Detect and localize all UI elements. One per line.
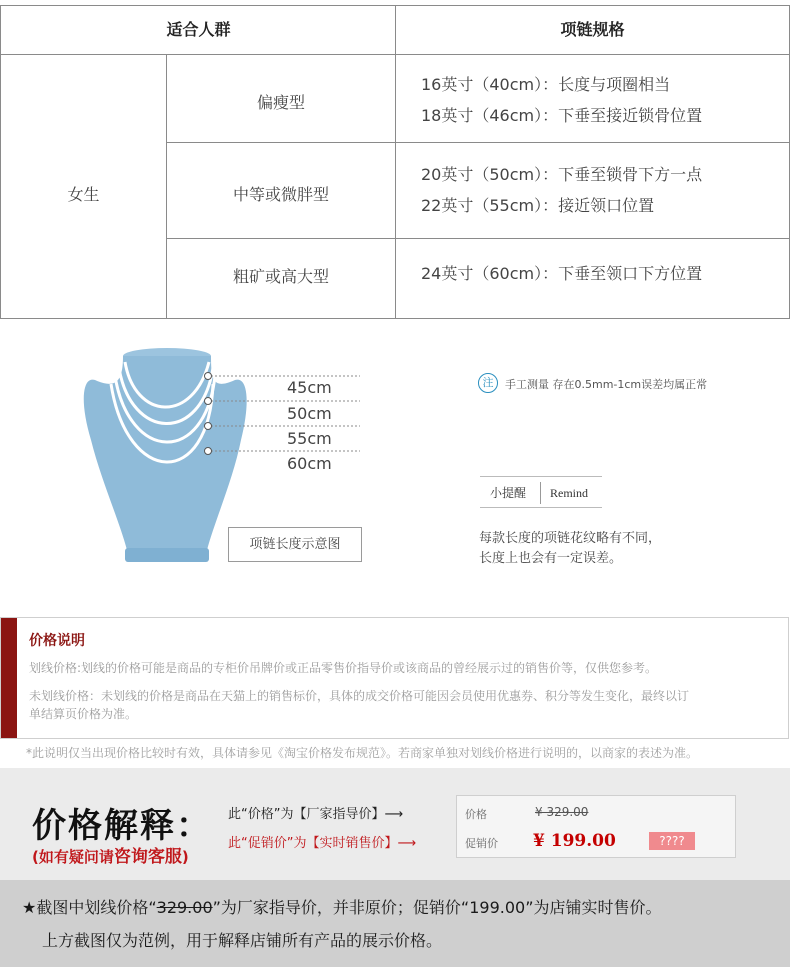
- remind-text: 每款长度的项链花纹略有不同，: [479, 531, 662, 546]
- spec-cell: [421, 258, 702, 289]
- promo-badge: ????: [649, 832, 695, 850]
- struck-price: 329.00: [156, 898, 213, 917]
- price-note-paragraph: 划线价格:划线的价格可能是商品的专柜价吊牌价或正品零售价指导价或该商品的曾经展示过的销售价等，仅供您参考。: [29, 661, 658, 675]
- diagram-caption: 项链长度示意图: [228, 527, 362, 562]
- remind-header: [480, 476, 602, 508]
- length-label: 55cm: [287, 429, 332, 448]
- table-divider: [395, 6, 396, 318]
- body-type: 粗矿或高大型: [232, 267, 329, 286]
- length-label: 60cm: [287, 454, 332, 473]
- note-text: 手工测量 存在0.5mm-1cm误差均属正常: [505, 378, 708, 391]
- body-type: 偏瘦型: [256, 93, 305, 112]
- spec-line: 20英寸（50cm）：下垂至锁骨下方一点: [421, 165, 703, 184]
- spec-line: 16英寸（40cm）：长度与项圈相当: [421, 75, 671, 94]
- price-footnote: *此说明仅当出现价格比较时有效，具体请参见《淘宝价格发布规范》。若商家单独对划线价格进行说明的，以商家的表述为准。: [26, 746, 699, 760]
- star-icon: ★: [22, 898, 37, 917]
- disclaimer-text: ”为厂家指导价，并非原价；促销价“199.00”为店铺实时售价。: [212, 898, 662, 917]
- spec-cell: [421, 69, 702, 131]
- remind-title-en: Remind: [550, 486, 588, 500]
- note-icon: 注: [478, 373, 498, 393]
- sale-price-explanation: 此“促销价”为【实时销售价】⟶: [228, 836, 417, 851]
- disclaimer-line: [22, 895, 661, 918]
- body-type: 中等或微胖型: [232, 185, 329, 204]
- table-divider: [1, 54, 789, 55]
- table-divider: [166, 142, 789, 143]
- price-explain-subtitle: [32, 842, 189, 867]
- header-audience: 适合人群: [166, 20, 231, 39]
- remind-text: 长度上也会有一定误差。: [479, 551, 623, 566]
- length-label: 50cm: [287, 404, 332, 423]
- accent-bar: [1, 618, 17, 738]
- disclaimer-band: [0, 880, 790, 967]
- sale-price-label: 促销价: [465, 837, 498, 850]
- subtitle-suffix: ): [181, 848, 189, 866]
- length-label: 45cm: [287, 378, 332, 397]
- spec-line: 22英寸（55cm）：接近领口位置: [421, 196, 655, 215]
- price-explain-title: 价格解释：: [32, 806, 212, 846]
- price-label: 价格: [465, 808, 487, 821]
- spec-line: 24英寸（60cm）：下垂至领口下方位置: [421, 264, 703, 283]
- disclaimer-text: 截图中划线价格“: [36, 898, 157, 917]
- audience-group: 女生: [67, 185, 100, 204]
- header-spec: 项链规格: [560, 20, 625, 39]
- disclaimer-line: 上方截图仅为范例，用于解释店铺所有产品的展示价格。: [42, 931, 443, 950]
- sample-price-screenshot: [456, 795, 736, 858]
- divider: [540, 482, 541, 504]
- customer-service-link[interactable]: 咨询客服: [113, 847, 182, 867]
- price-note-title: 价格说明: [29, 633, 85, 649]
- price-explanation-panel: [0, 617, 789, 739]
- price-note-paragraph: 未划线价格：未划线的价格是商品在天猫上的销售标价，具体的成交价格可能因会员使用优惠券、积分等发生变化，最终以订: [29, 689, 690, 703]
- spec-line: 18英寸（46cm）：下垂至接近锁骨位置: [421, 106, 703, 125]
- guide-price-explanation: 此“价格”为【厂家指导价】⟶: [228, 807, 404, 822]
- original-price: ¥ 329.00: [535, 805, 589, 819]
- table-divider: [166, 238, 789, 239]
- spec-table: [0, 5, 790, 319]
- spec-cell: [421, 159, 702, 221]
- sale-price: ¥ 199.00: [533, 831, 616, 851]
- remind-title-cn: 小提醒: [490, 486, 527, 500]
- subtitle-prefix: (如有疑问请: [32, 848, 114, 866]
- price-note-paragraph: 单结算页价格为准。: [29, 707, 138, 721]
